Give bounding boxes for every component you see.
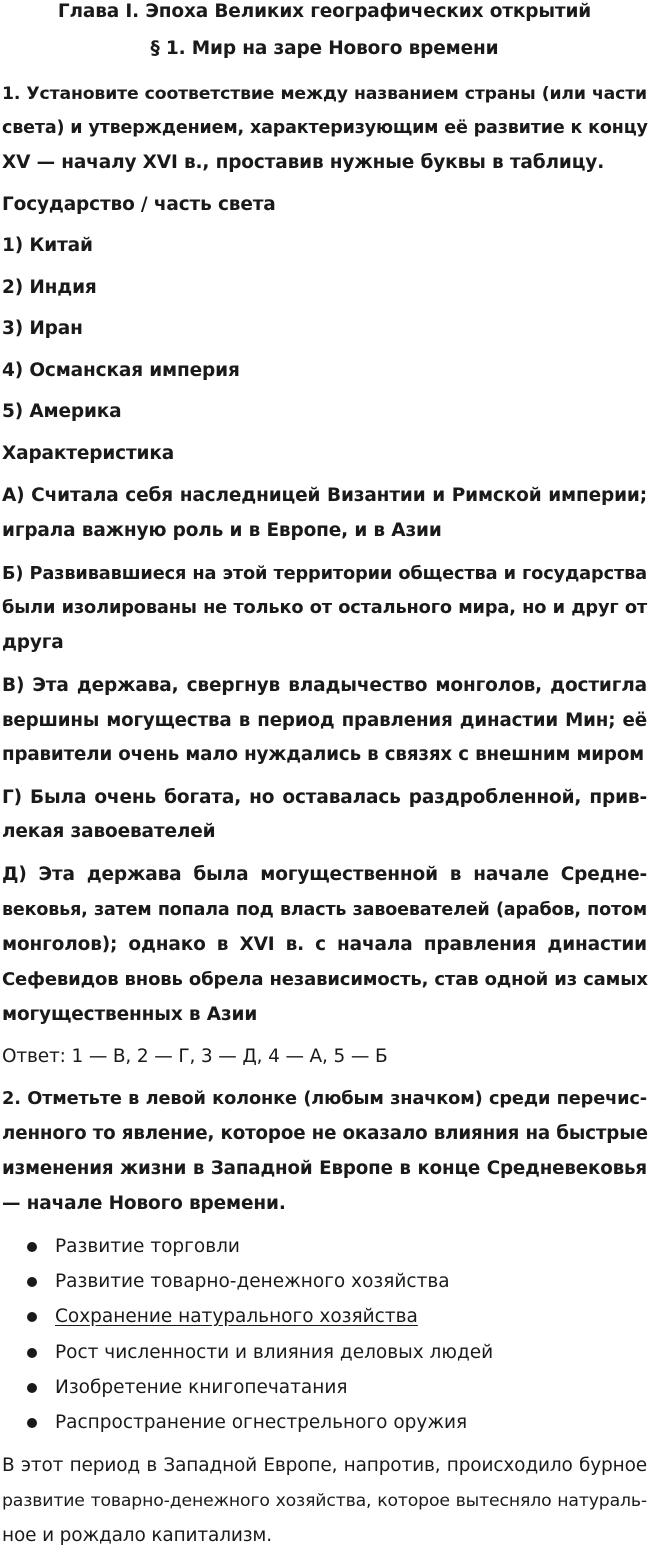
task1-question-line: XV — началу XVI в., проставив нужные буквы в таблицу.: [2, 152, 605, 173]
characteristic-d: могущественных в Азии: [2, 1004, 258, 1025]
task2-explanation: развитие товарно-денежного хозяйства, которое вытесняло натураль-: [2, 1491, 647, 1511]
characteristic-a: играла важную роль и в Европе, и в Азии: [2, 520, 442, 541]
task2-question-line: изменения жизни в Западной Европе в конце Средневековья: [2, 1158, 647, 1179]
chapter-title: Глава I. Эпоха Великих географических открытий: [57, 1, 592, 22]
task2-explanation: В этот период в Западной Европе, напротив, происходило бурное: [2, 1455, 647, 1476]
task2-question-line: ленного то явление, которое не оказало влияния на быстрые: [2, 1123, 648, 1144]
bullet-icon: [27, 1277, 37, 1287]
characteristic-v: В) Эта держава, свергнув владычество монголов, достигла: [2, 675, 647, 696]
bullet-icon: [27, 1242, 37, 1252]
states-header: Государство / часть света: [2, 194, 276, 215]
characteristic-b: были изолированы не только от остального мира, но и друг от: [2, 598, 647, 618]
bullet-icon: [27, 1418, 37, 1428]
characteristic-header: Характеристика: [2, 443, 175, 464]
task1-question-line: 1. Установите соответствие между названием страны (или части: [2, 84, 647, 104]
characteristic-d: монголов); однако в XVI в. с начала правления династии: [2, 934, 647, 955]
section-title: § 1. Мир на заре Нового времени: [150, 38, 499, 59]
state-item: 1) Китай: [2, 235, 93, 256]
state-item: 4) Османская империя: [2, 360, 240, 381]
task1-answer: Ответ: 1 — В, 2 — Г, 3 — Д, 4 — А, 5 — Б: [2, 1046, 388, 1067]
bullet-icon: [27, 1383, 37, 1393]
bullet-icon: [27, 1348, 37, 1358]
state-item: 2) Индия: [2, 277, 97, 298]
list-item-label: Рост численности и влияния деловых людей: [55, 1342, 494, 1363]
list-item-label-underlined: Сохранение натурального хозяйства: [55, 1306, 418, 1327]
list-item-label: Развитие товарно-денежного хозяйства: [55, 1271, 450, 1292]
characteristic-d: Сефевидов вновь обрела независимость, став одной из самых: [2, 969, 648, 990]
characteristic-d: Д) Эта держава была могущественной в начале Средне-: [2, 864, 647, 885]
characteristic-g: Г) Была очень богата, но оставалась раздробленной, прив-: [2, 787, 647, 808]
characteristic-g: лекая завоевателей: [2, 821, 216, 842]
task2-question-line: — начале Нового времени.: [2, 1193, 286, 1214]
list-item-label: Распространение огнестрельного оружия: [55, 1412, 468, 1433]
task2-explanation: ное и рождало капитализм.: [2, 1525, 272, 1546]
characteristic-b: Б) Развивавшиеся на этой территории общества и государства: [2, 564, 647, 584]
task1-question-line: света) и утверждением, характеризующим её развитие к концу: [2, 118, 648, 138]
characteristic-a: А) Считала себя наследницей Византии и Римской империи;: [2, 485, 647, 506]
task2-question-line: 2. Отметьте в левой колонке (любым значком) среди перечис-: [2, 1089, 647, 1109]
characteristic-v: вершины могущества в период правления династии Мин; её: [2, 710, 647, 731]
characteristic-v: правители очень мало нуждались в связях с внешним миром: [2, 744, 644, 765]
state-item: 3) Иран: [2, 318, 83, 339]
state-item: 5) Америка: [2, 401, 122, 422]
list-item-label: Развитие торговли: [55, 1236, 240, 1257]
characteristic-d: вековья, затем попала под власть завоевателей (арабов, потом: [2, 900, 647, 920]
characteristic-b: друга: [2, 632, 64, 653]
list-item-label: Изобретение книгопечатания: [55, 1377, 348, 1398]
bullet-icon: [27, 1312, 37, 1322]
